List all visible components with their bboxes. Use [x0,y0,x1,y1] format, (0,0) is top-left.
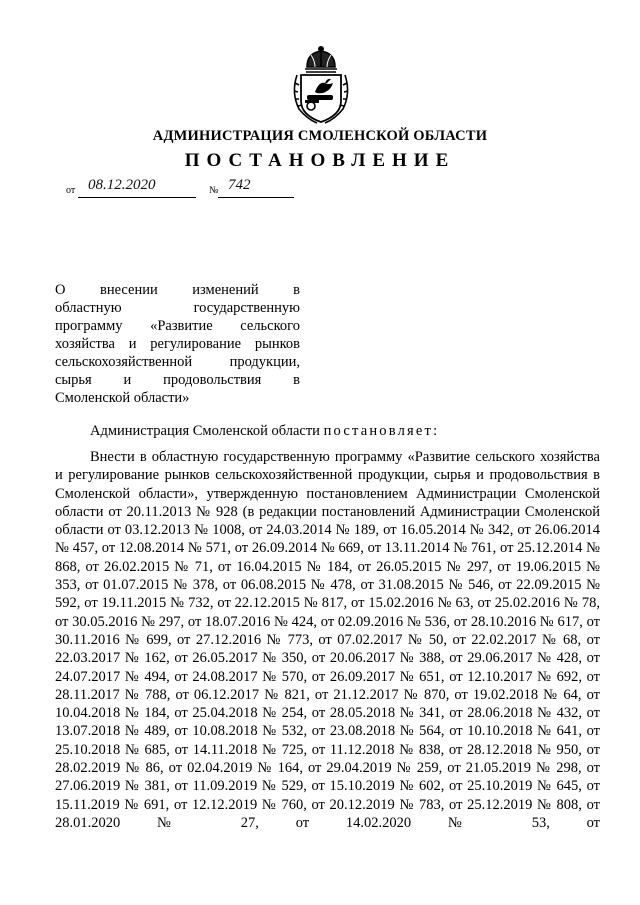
number-underline [218,197,294,198]
intro-text: Администрация Смоленской области [90,423,324,439]
document-type-title: ПОСТАНОВЛЕНИЕ [184,150,456,171]
date-underline [78,197,196,198]
intro-keyword: постановляет: [323,423,440,439]
subject-line: областную государственную [55,300,300,316]
organization-title: АДМИНИСТРАЦИЯ СМОЛЕНСКОЙ ОБЛАСТИ [152,128,488,144]
subject-line: сельскохозяйственной продукции, [55,354,300,370]
document-number: 742 [228,177,251,193]
subject-line: сырья и продовольствия в [55,372,300,388]
date-number-line [66,177,306,199]
from-label: от [66,185,76,196]
document-subject [55,281,300,407]
document-date: 08.12.2020 [88,177,156,193]
number-label: № [209,185,219,196]
subject-line: Смоленской области» [55,390,190,406]
subject-line: программу «Развитие сельского [55,318,300,334]
body-paragraph: Внести в областную государственную программу «Развитие сельского хозяйства и регулирование рынков сельскохозяйственной продукции, сырья и продовольствия в Смоленской области», утвержденную постановлением Администрации Смоленской области от 20.11.2013 № 928 (в редакции постановлений Администрации Смоленской области от 03.12.2013 № 1008, от 24.03.2014 № 189, от 16.05.2014 № 342, от 26.06.2014 № 457, от 12.08.2014 № 571, от 26.09.2014 № 669, от 13.11.2014 № 761, от 25.12.2014 № 868, от 26.02.2015 № 71, от 16.04.2015 № 184, от 26.05.2015 № 297, от 19.06.2015 № 353, от 01.07.2015 № 378, от 06.08.2015 № 478, от 31.08.2015 № 546, от 22.09.2015 № 592, от 19.11.2015 № 732, от 22.12.2015 № 817, от 15.02.2016 № 63, от 25.02.2016 № 78, от 30.05.2016 № 297, от 18.07.2016 № 424, от 02.09.2016 № 536, от 28.10.2016 № 617, от 30.11.2016 № 699, от 27.12.2016 № 773, от 07.02.2017 № 50, от 22.02.2017 № 68, от 22.03.2017 № 162, от 26.05.2017 № 350, от 20.06.2017 № 388, от 29.06.2017 № 428, от 24.07.2017 № 494, от 24.08.2017 № 570, от 26.09.2017 № 651, от 12.10.2017 № 692, от 28.11.2017 № 788, от 06.12.2017 № 821, от 21.12.2017 № 870, от 19.02.2018 № 64, от 10.04.2018 № 184, от 25.04.2018 № 254, от 28.05.2018 № 341, от 28.06.2018 № 432, от 13.07.2018 № 489, от 10.08.2018 № 532, от 23.08.2018 № 564, от 10.10.2018 № 641, от 25.10.2018 № 685, от 14.11.2018 № 725, от 11.12.2018 № 838, от 28.12.2018 № 950, от 28.02.2019 № 86, от 02.04.2019 № 164, от 29.04.2019 № 259, от 21.05.2019 № 298, от 27.06.2019 № 381, от 11.09.2019 № 529, от 15.10.2019 № 602, от 25.10.2019 № 645, от 15.11.2019 № 691, от 12.12.2019 № 760, от 20.12.2019 № 783, от 25.12.2019 № 808, от 28.01.2020 № 27, от 14.02.2020 № 53, от [55,449,600,831]
subject-line: хозяйства и регулирование рынков [55,336,300,352]
subject-line: О внесении изменений в [55,282,300,298]
resolution-intro [55,422,600,440]
coat-of-arms-icon [289,45,353,125]
